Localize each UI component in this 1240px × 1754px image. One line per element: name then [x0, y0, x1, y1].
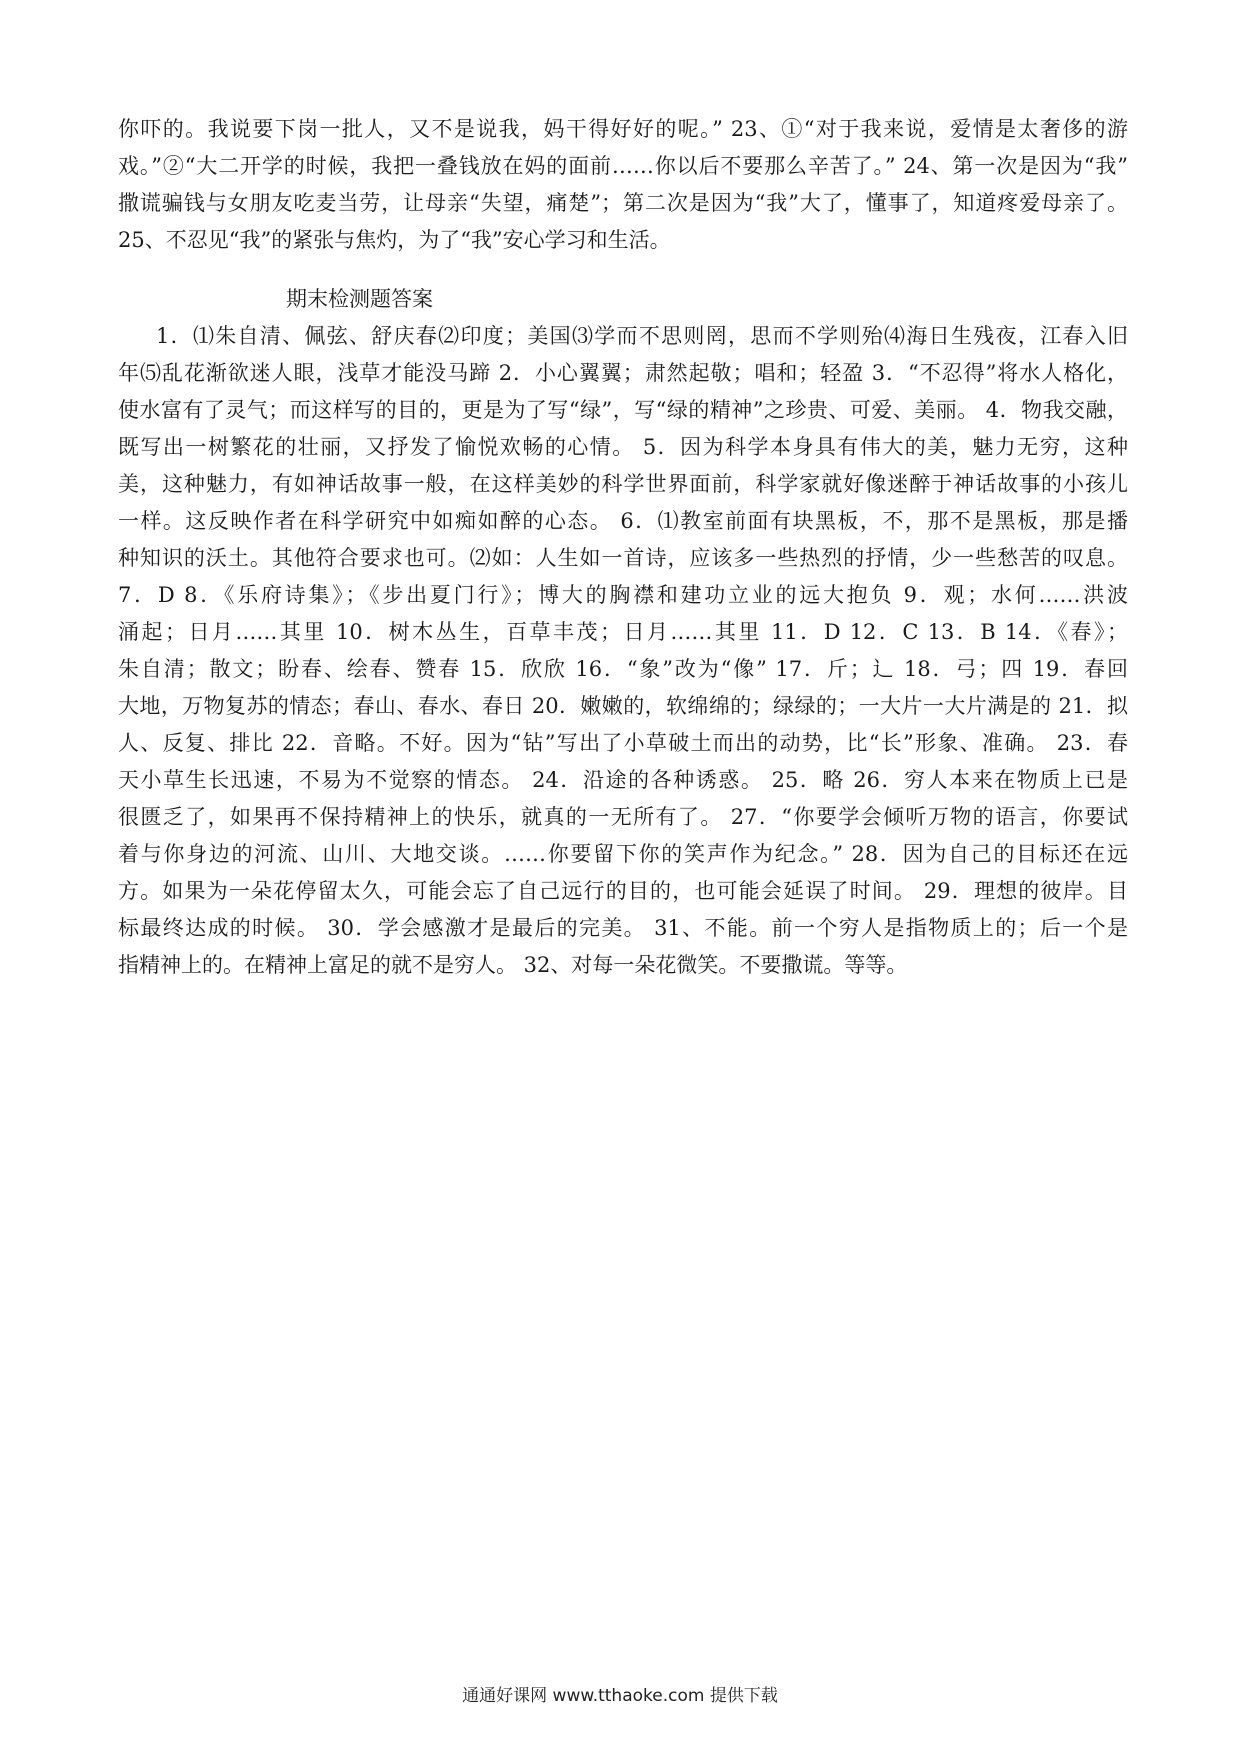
answer-line: 1．⑴朱自清、佩弦、舒庆春⑵印度；美国⑶学而不思则罔，思而不学则殆⑷海日生残夜，江春入旧 [156, 324, 1128, 348]
answer-line: 方。如果为一朵花停留太久，可能会忘了自己远行的目的，也可能会延误了时间。 29．理想的彼岸。目 [118, 879, 1128, 903]
answer-line: 着与你身边的河流、山川、大地交谈。……你要留下你的笑声作为纪念。” 28．因为自己的目标还在远 [118, 842, 1128, 866]
continuation-line: 戏。”②“大二开学的时候，我把一叠钱放在妈的面前……你以后不要那么辛苦了。” 24、第一次是因为“我” [118, 154, 1128, 178]
answer-line: 使水富有了灵气；而这样写的目的，更是为了写“绿”，写“绿的精神”之珍贵、可爱、美丽。 4．物我交融， [118, 398, 1128, 422]
answer-line: 既写出一树繁花的壮丽，又抒发了愉悦欢畅的心情。 5．因为科学本身具有伟大的美，魅力无穷，这种 [118, 435, 1128, 459]
answer-line: 朱自清；散文；盼春、绘春、赞春 15．欣欣 16．“象”改为“像” 17．斤；辶 18．弓；四 19．春回 [118, 657, 1128, 681]
answer-line: 涌起；日月……其里 10．树木丛生，百草丰茂；日月……其里 11．D 12．C 13．B 14．《春》； [118, 620, 1128, 644]
section-title: 期末检测题答案 [286, 287, 433, 311]
answer-line: 指精神上的。在精神上富足的就不是穷人。 32、对每一朵花微笑。不要撒谎。等等。 [118, 953, 908, 977]
answer-line: 大地，万物复苏的情态；春山、春水、春日 20．嫩嫩的，软绵绵的；绿绿的；一大片一大片满是的 21．拟 [118, 694, 1128, 718]
continuation-line: 25、不忍见“我”的紧张与焦灼，为了“我”安心学习和生活。 [118, 228, 671, 252]
footer-text: 通通好课网 www.tthaoke.com 提供下载 [462, 1686, 778, 1706]
answer-line: 种知识的沃土。其他符合要求也可。⑵如：人生如一首诗，应该多一些热烈的抒情，少一些愁苦的叹息。 [118, 546, 1128, 570]
answer-line: 美，这种魅力，有如神话故事一般，在这样美妙的科学世界面前，科学家就好像迷醉于神话故事的小孩儿 [118, 472, 1128, 496]
continuation-line: 你吓的。我说要下岗一批人，又不是说我，妈干得好好的呢。” 23、①“对于我来说，爱情是太奢侈的游 [118, 117, 1128, 141]
answer-line: 人、反复、排比 22．音略。不好。因为“钻”写出了小草破土而出的动势，比“长”形象、准确。 23．春 [118, 731, 1128, 755]
answer-line: 年⑸乱花渐欲迷人眼，浅草才能没马蹄 2．小心翼翼；肃然起敬；唱和；轻盈 3．“不忍得”将水人格化， [118, 361, 1128, 385]
answer-line: 天小草生长迅速，不易为不觉察的情态。 24．沿途的各种诱惑。 25．略 26．穷人本来在物质上已是 [118, 768, 1128, 792]
answer-line: 7．D 8．《乐府诗集》；《步出夏门行》；博大的胸襟和建功立业的远大抱负 9．观；水何……洪波 [118, 583, 1128, 607]
continuation-line: 撒谎骗钱与女朋友吃麦当劳，让母亲“失望，痛楚”；第二次是因为“我”大了，懂事了，知道疼爱母亲了。 [118, 191, 1128, 215]
answer-line: 标最终达成的时候。 30．学会感激才是最后的完美。 31、不能。前一个穷人是指物质上的；后一个是 [118, 916, 1128, 940]
answer-line: 很匮乏了，如果再不保持精神上的快乐，就真的一无所有了。 27．“你要学会倾听万物的语言，你要试 [118, 805, 1128, 829]
answer-line: 一样。这反映作者在科学研究中如痴如醉的心态。 6．⑴教室前面有块黑板，不，那不是黑板，那是播 [118, 509, 1128, 533]
